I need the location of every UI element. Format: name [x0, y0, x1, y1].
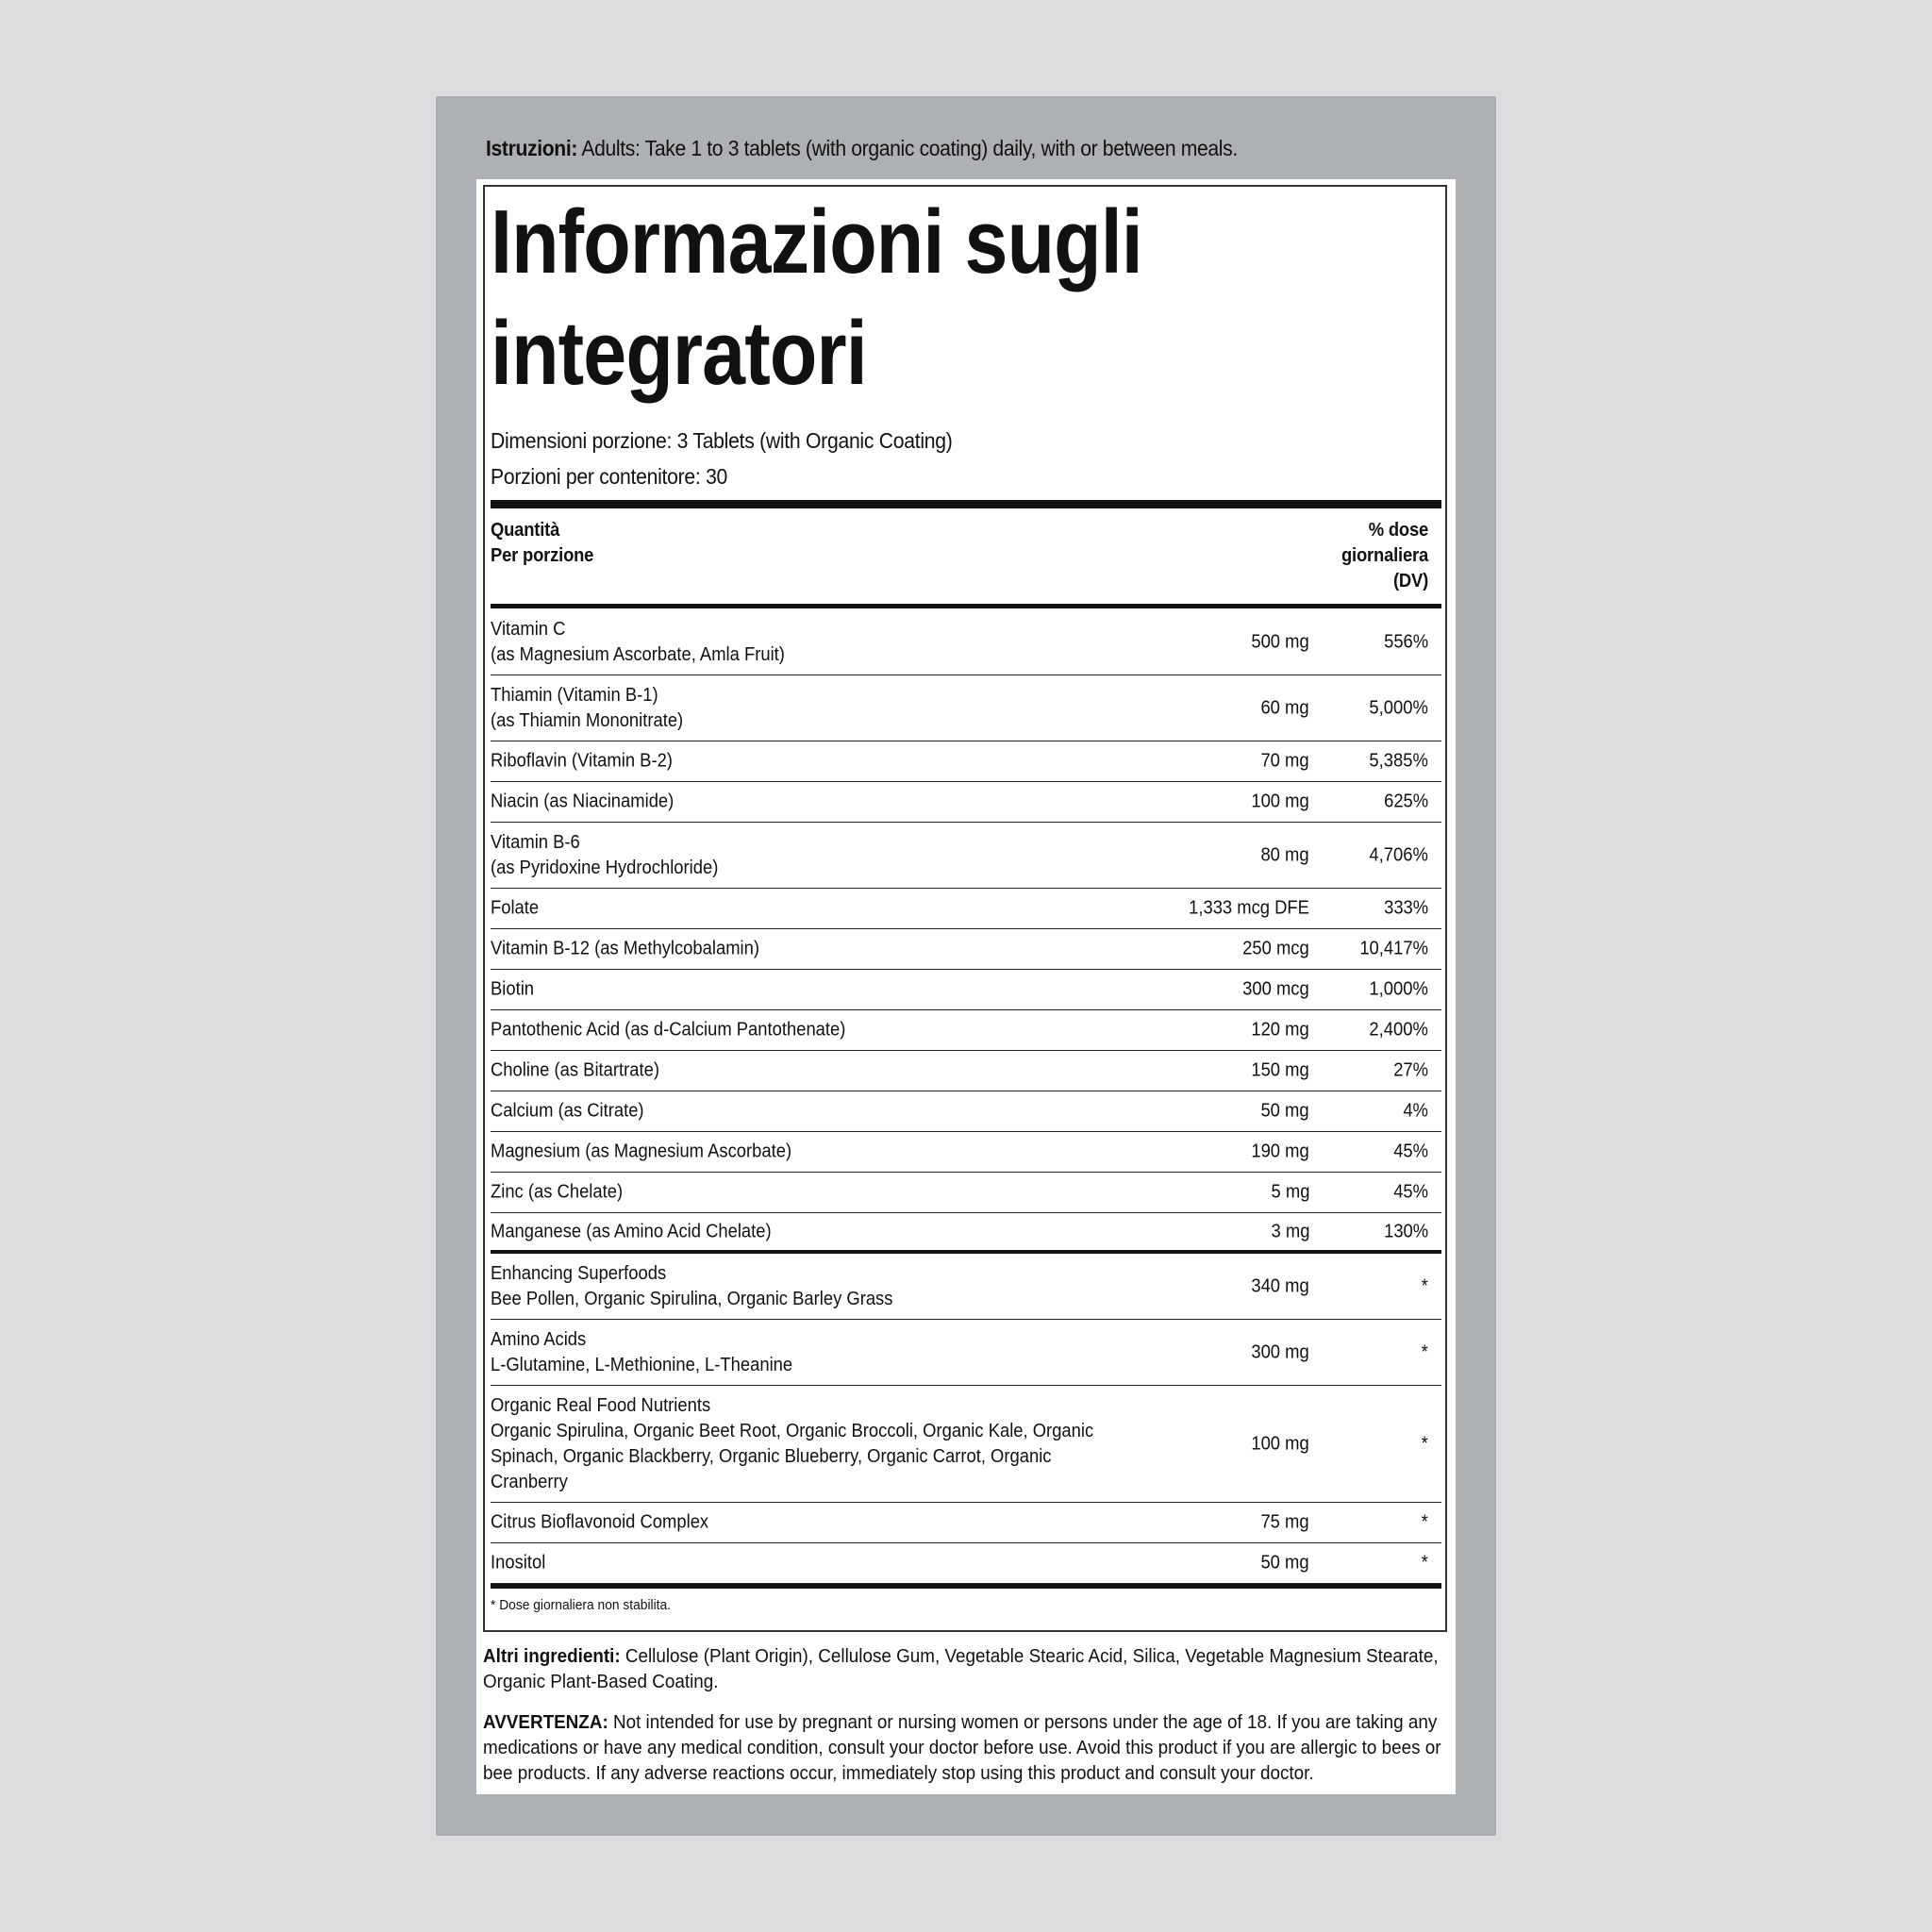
nutrient-row: [491, 782, 1441, 823]
row-name: [491, 977, 1133, 1003]
nutrient-row: [491, 1132, 1441, 1173]
instructions: [486, 134, 1406, 162]
row-daily-value: 130%: [1383, 1221, 1428, 1241]
row-name: [491, 1327, 1133, 1378]
row-name: [491, 1180, 1133, 1206]
top-thick-divider: [491, 500, 1441, 508]
row-daily-value: 27%: [1393, 1059, 1428, 1081]
row-name-main: Amino Acids: [491, 1328, 587, 1350]
row-amount: 190 mg: [1251, 1141, 1309, 1162]
servings-per-container: Porzioni per contenitore: 30: [491, 464, 728, 489]
row-amount: 500 mg: [1251, 631, 1309, 652]
row-amount: 50 mg: [1260, 1100, 1309, 1122]
row-daily-value: 4,706%: [1369, 844, 1428, 865]
row-name: [491, 937, 1133, 962]
row-name: [491, 830, 1133, 881]
warning-label: AVVERTENZA:: [483, 1711, 608, 1733]
nutrient-row: [491, 1051, 1441, 1091]
row-name: [491, 1510, 1133, 1536]
row-name: [491, 790, 1133, 815]
row-name: [491, 1551, 1133, 1576]
row-name-main: Zinc (as Chelate): [491, 1181, 624, 1203]
nutrient-row: [491, 675, 1441, 741]
row-name-sub: L-Glutamine, L-Methionine, L-Theanine: [491, 1354, 793, 1375]
nutrient-row: [491, 929, 1441, 970]
row-daily-value: *: [1421, 1552, 1428, 1574]
supplement-facts-title: Informazioni sugli integratori: [491, 192, 1142, 404]
nutrient-row: [491, 970, 1441, 1010]
row-daily-value: 4%: [1403, 1100, 1428, 1122]
row-name-main: Vitamin C: [491, 618, 566, 640]
nutrient-table: [491, 609, 1441, 1589]
row-amount: 150 mg: [1251, 1059, 1309, 1081]
row-amount: 80 mg: [1260, 844, 1309, 865]
row-amount: 1,333 mcg DFE: [1189, 897, 1309, 919]
instructions-text: Adults: Take 1 to 3 tablets (with organic coating) daily, with or between meals.: [577, 136, 1238, 160]
row-name-main: Enhancing Superfoods: [491, 1262, 667, 1284]
row-name: [491, 1393, 1133, 1495]
row-daily-value: 556%: [1383, 631, 1428, 652]
row-name-main: Organic Real Food Nutrients: [491, 1394, 711, 1416]
row-daily-value: 1,000%: [1369, 978, 1428, 1000]
serving-size: Dimensioni porzione: 3 Tablets (with Organic Coating): [491, 428, 953, 453]
row-name: [491, 1058, 1133, 1084]
serving-info: [491, 423, 953, 494]
row-amount: 100 mg: [1251, 1433, 1309, 1454]
row-name: [491, 1261, 1133, 1312]
row-daily-value: *: [1421, 1341, 1428, 1362]
row-amount: 120 mg: [1251, 1019, 1309, 1041]
row-name-sub: Bee Pollen, Organic Spirulina, Organic Barley Grass: [491, 1288, 893, 1309]
row-name-sub: (as Magnesium Ascorbate, Amla Fruit): [491, 643, 785, 665]
row-name-main: Pantothenic Acid (as d-Calcium Pantothenate): [491, 1019, 846, 1041]
row-daily-value: *: [1421, 1275, 1428, 1296]
row-amount: 5 mg: [1271, 1181, 1309, 1203]
row-name-main: Riboflavin (Vitamin B-2): [491, 750, 673, 772]
row-daily-value: 333%: [1383, 897, 1428, 919]
amount-header-line1: Quantità: [491, 520, 560, 541]
blend-row: [491, 1386, 1441, 1503]
row-name-main: Niacin (as Niacinamide): [491, 791, 675, 812]
row-daily-value: *: [1421, 1511, 1428, 1533]
nutrient-row: [491, 889, 1441, 929]
dv-header-line3: (DV): [1392, 571, 1428, 591]
row-amount: 70 mg: [1260, 750, 1309, 772]
row-name: [491, 617, 1133, 668]
row-name-main: Choline (as Bitartrate): [491, 1059, 659, 1081]
header-divider: [491, 604, 1441, 608]
row-name-sub: Organic Spirulina, Organic Beet Root, Organic Broccoli, Organic Kale, Organic Spinach, Organic Blackberry, Organic Blueberry, Organic Carrot, Organic Cranberry: [491, 1420, 1094, 1492]
dv-header-line2: giornaliera: [1341, 545, 1428, 566]
blend-row: [491, 1254, 1441, 1320]
row-name: [491, 1219, 1133, 1244]
row-daily-value: 45%: [1393, 1141, 1428, 1162]
row-amount: 340 mg: [1251, 1275, 1309, 1296]
row-amount: 250 mcg: [1242, 938, 1309, 959]
nutrient-row: [491, 1213, 1441, 1254]
nutrient-row: [491, 609, 1441, 675]
table-end-divider: [491, 1584, 1441, 1589]
blend-row: [491, 1543, 1441, 1584]
blend-row: [491, 1320, 1441, 1386]
row-daily-value: *: [1421, 1433, 1428, 1454]
row-daily-value: 5,000%: [1369, 697, 1428, 718]
row-name: [491, 1018, 1133, 1043]
nutrient-row: [491, 1173, 1441, 1213]
row-name-main: Vitamin B-12 (as Methylcobalamin): [491, 938, 759, 959]
row-name-main: Thiamin (Vitamin B-1): [491, 684, 658, 706]
row-amount: 75 mg: [1260, 1511, 1309, 1533]
row-name-sub: (as Pyridoxine Hydrochloride): [491, 857, 719, 878]
row-name-sub: (as Thiamin Mononitrate): [491, 709, 684, 731]
dv-header-line1: % dose: [1368, 520, 1428, 541]
row-daily-value: 2,400%: [1369, 1019, 1428, 1041]
row-name: [491, 749, 1133, 774]
row-daily-value: 625%: [1383, 791, 1428, 812]
row-name-main: Inositol: [491, 1552, 546, 1574]
other-ingredients: [483, 1643, 1446, 1694]
dv-header: [1341, 518, 1428, 594]
nutrient-row: [491, 1091, 1441, 1132]
row-amount: 50 mg: [1260, 1552, 1309, 1574]
instructions-label: Istruzioni:: [486, 136, 578, 160]
nutrient-row: [491, 741, 1441, 782]
row-name-main: Biotin: [491, 978, 535, 1000]
row-amount: 60 mg: [1260, 697, 1309, 718]
warning: [483, 1709, 1446, 1786]
nutrient-row: [491, 1010, 1441, 1051]
row-name: [491, 896, 1133, 922]
row-daily-value: 5,385%: [1369, 750, 1428, 772]
nutrient-row: [491, 823, 1441, 889]
row-daily-value: 45%: [1393, 1181, 1428, 1203]
row-amount: 100 mg: [1251, 791, 1309, 812]
footnote: * Dose giornaliera non stabilita.: [491, 1597, 672, 1613]
row-daily-value: 10,417%: [1359, 938, 1428, 959]
blend-row: [491, 1503, 1441, 1543]
row-amount: 3 mg: [1271, 1221, 1309, 1241]
row-name-main: Citrus Bioflavonoid Complex: [491, 1511, 709, 1533]
row-name-main: Manganese (as Amino Acid Chelate): [491, 1221, 772, 1241]
other-ingredients-label: Altri ingredienti:: [483, 1645, 621, 1667]
row-name-main: Calcium (as Citrate): [491, 1100, 644, 1122]
amount-header: [491, 518, 593, 569]
row-name-main: Magnesium (as Magnesium Ascorbate): [491, 1141, 792, 1162]
row-name: [491, 683, 1133, 734]
row-name: [491, 1140, 1133, 1165]
row-name-main: Folate: [491, 897, 540, 919]
warning-text: Not intended for use by pregnant or nursing women or persons under the age of 18. If you are taking any medications or have any medical condition, consult your doctor before use. Avoid this product if you are allergic to bees or bee products. If any adverse reactions occur, immediately stop using this product and consult your doctor.: [483, 1711, 1441, 1784]
row-amount: 300 mcg: [1242, 978, 1309, 1000]
other-ingredients-text: Cellulose (Plant Origin), Cellulose Gum, Vegetable Stearic Acid, Silica, Vegetable Magnesium Stearate, Organic Plant-Based Coating.: [483, 1645, 1439, 1692]
row-amount: 300 mg: [1251, 1341, 1309, 1362]
row-name-main: Vitamin B-6: [491, 831, 580, 853]
amount-header-line2: Per porzione: [491, 545, 594, 566]
row-name: [491, 1099, 1133, 1124]
